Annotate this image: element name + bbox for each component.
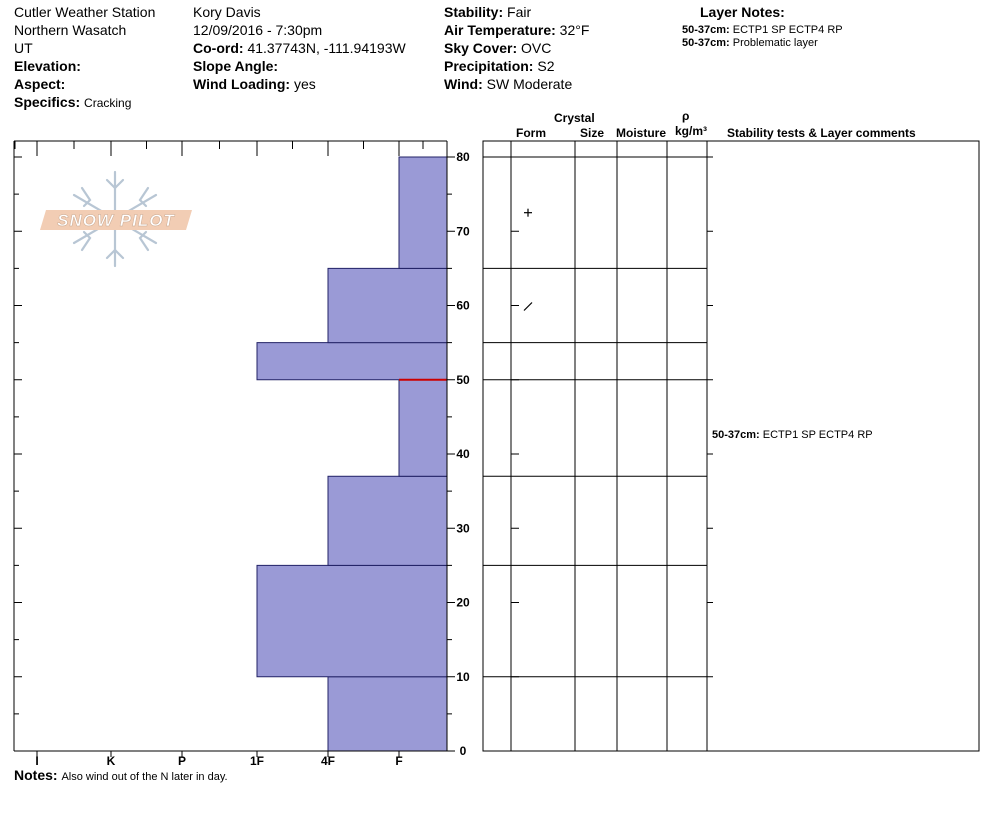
logo-text: SNOW PILOT	[57, 211, 175, 230]
coord-value: 41.37743N, -111.94193W	[247, 40, 406, 56]
snowpilot-logo	[40, 172, 192, 266]
coord-label: Co-ord:	[193, 40, 244, 56]
rho-header: ρ	[682, 109, 690, 123]
y-tick-label: 80	[456, 150, 470, 164]
y-tick-label: 0	[459, 744, 467, 758]
wind-loading-value: yes	[293, 76, 316, 92]
wind-loading-label: Wind Loading:	[193, 76, 291, 92]
observer-name: Kory Davis	[193, 4, 261, 20]
form-header: Form	[516, 126, 546, 140]
precipitation-label: Precipitation:	[444, 58, 534, 74]
layer-note-depth: 50-37cm:	[682, 24, 730, 36]
y-tick-label: 70	[456, 224, 470, 239]
hardness-layer-bar	[328, 677, 447, 751]
y-tick-label: 40	[456, 447, 470, 461]
stability-comment	[712, 427, 873, 443]
hardness-layer-bar	[328, 476, 447, 565]
stability-comment-depth: 50-37cm:	[712, 429, 760, 441]
y-tick-label: 50	[456, 372, 470, 387]
hardness-layer-bar	[257, 343, 447, 380]
density-unit-header: kg/m³	[675, 124, 708, 138]
hardness-layer-bar	[399, 380, 447, 477]
x-tick-label: P	[177, 754, 187, 768]
table-border	[483, 141, 979, 751]
layer-note-text: Problematic layer	[732, 37, 818, 49]
moisture-header: Moisture	[616, 126, 667, 140]
precipitation-value: S2	[537, 58, 555, 74]
hardness-layers	[257, 157, 447, 751]
stability-value: Fair	[507, 4, 532, 20]
layer-notes-title: Layer Notes:	[700, 4, 785, 20]
mountain-range: Northern Wasatch	[14, 22, 127, 38]
x-tick-label: 1F	[249, 754, 265, 768]
notes-label: Notes:	[14, 767, 58, 783]
specifics-label: Specifics:	[14, 94, 81, 110]
x-tick-label: F	[395, 754, 403, 768]
layer-note-depth: 50-37cm:	[682, 37, 730, 49]
wind-label: Wind:	[444, 76, 483, 92]
elevation-label: Elevation:	[14, 58, 81, 74]
slope-label: Slope Angle:	[193, 58, 279, 74]
stability-label: Stability:	[444, 4, 504, 20]
station-name: Cutler Weather Station	[14, 4, 156, 20]
notes-text: Also wind out of the N later in day.	[61, 771, 228, 783]
grain-form-slash	[524, 303, 532, 311]
size-header: Size	[580, 126, 605, 140]
comments-header: Stability tests & Layer comments	[727, 126, 916, 140]
wind-value: SW Moderate	[486, 76, 573, 92]
x-tick-label: K	[106, 754, 116, 768]
y-tick-label: 60	[456, 298, 470, 313]
hardness-layer-bar	[399, 157, 447, 268]
specifics-value: Cracking	[84, 96, 132, 110]
layer-note-text: ECTP1 SP ECTP4 RP	[732, 24, 843, 36]
aspect-label: Aspect:	[14, 76, 66, 92]
x-tick-label: I	[35, 754, 39, 768]
y-tick-label: 10	[456, 669, 470, 684]
x-tick-label: 4F	[320, 754, 336, 768]
y-tick-label: 30	[456, 521, 470, 536]
sky-cover-value: OVC	[521, 40, 552, 56]
stratigraphy-table	[483, 141, 979, 751]
grain-form-symbols	[524, 209, 532, 311]
sky-cover-label: Sky Cover:	[444, 40, 518, 56]
state: UT	[14, 40, 33, 56]
stability-comment-text: ECTP1 SP ECTP4 RP	[762, 429, 873, 441]
air-temp-value: 32°F	[559, 22, 590, 38]
crystal-header: Crystal	[554, 111, 595, 125]
hardness-layer-bar	[257, 565, 447, 676]
observation-datetime: 12/09/2016 - 7:30pm	[193, 22, 323, 38]
air-temp-label: Air Temperature:	[444, 22, 556, 38]
notes-row	[14, 767, 228, 785]
y-tick-label: 20	[456, 595, 470, 610]
hardness-layer-bar	[328, 268, 447, 342]
